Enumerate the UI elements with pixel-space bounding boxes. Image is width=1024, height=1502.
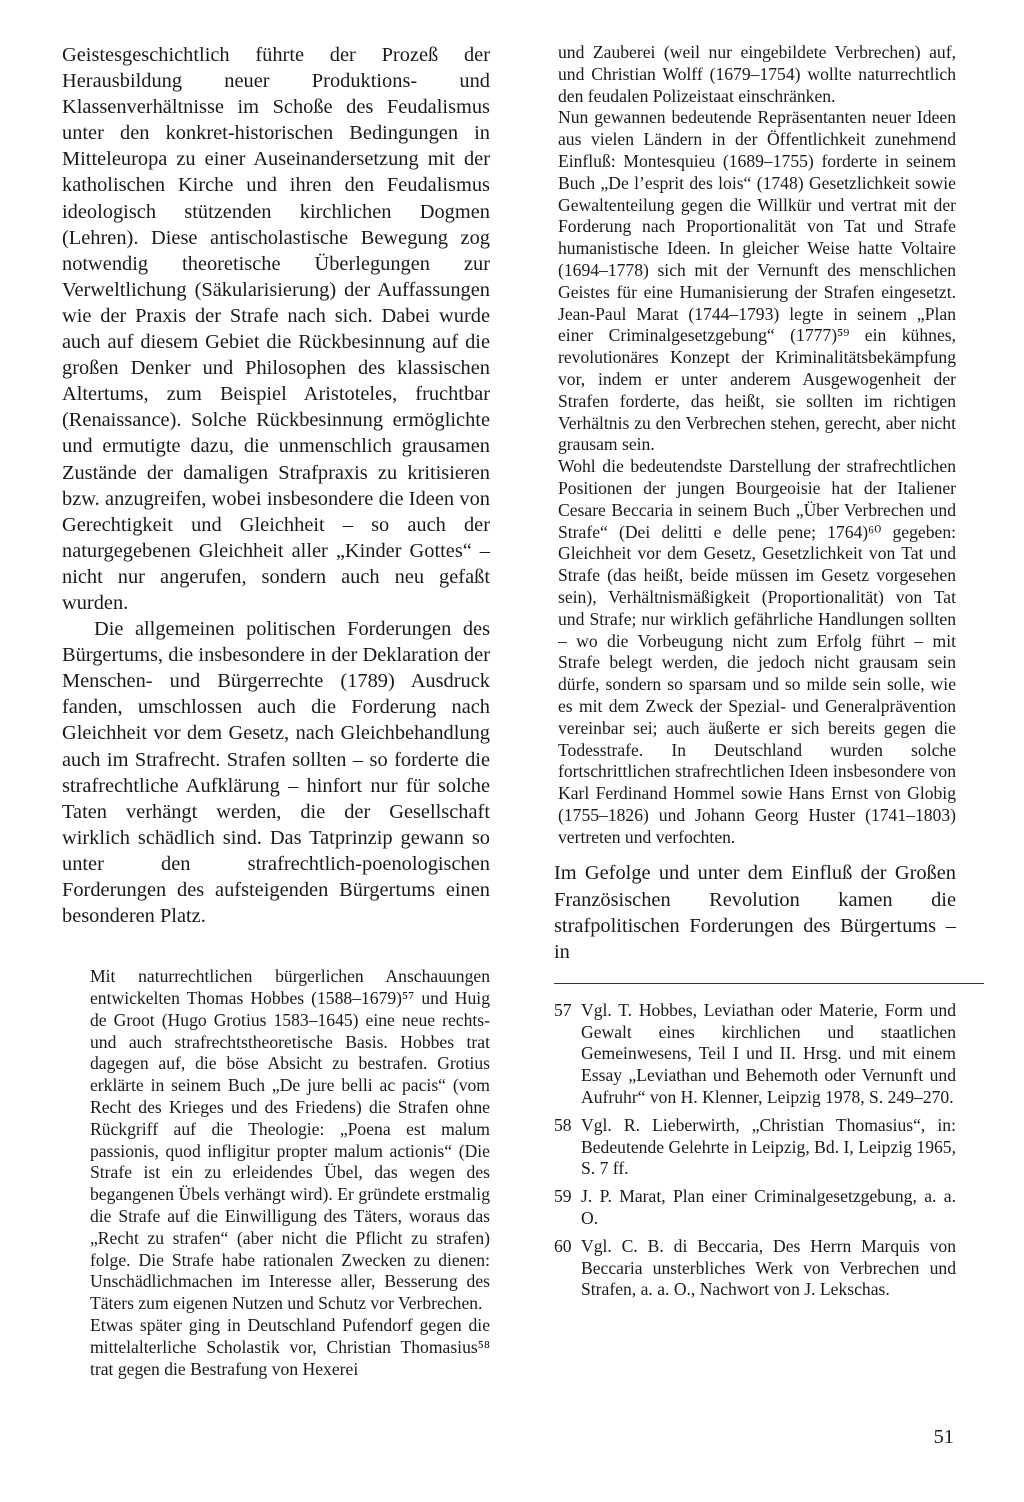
footnote-number: 60 xyxy=(554,1235,572,1256)
footnote-item xyxy=(554,1115,956,1180)
right-column xyxy=(554,42,956,1307)
footnote-item xyxy=(554,1186,956,1230)
footnote-text: Vgl. R. Lieberwirth, „Christian Thomasius“, in: Bedeutende Gelehrte in Leipzig, Bd. I, Leipzig 1965, S. 7 ff. xyxy=(581,1114,956,1179)
footnote-item xyxy=(554,1000,956,1109)
body-paragraph-2: Die allgemeinen politischen Forderungen des Bürgertums, die insbesondere in der Deklaration der Menschen- und Bürgerrechte (1789) Ausdruck fanden, umschlossen auch die Forderung nach Gleichheit vor dem Gesetz, nach Gleichbehandlung auch im Strafrecht. Strafen sollten – so forderte die strafrechtliche Aufklärung – hinfort nur für solche Taten verhängt werden, die der Gesellschaft wirklich schädlich sind. Das Tatprinzip gewann so unter den strafrechtlich-poenologischen Forderungen des aufsteigenden Bürgertums einen besonderen Platz. xyxy=(62,618,490,928)
page-number: 51 xyxy=(933,1426,954,1448)
footnotes-list xyxy=(554,1000,956,1301)
footnote-number: 59 xyxy=(554,1186,572,1207)
footnote-divider xyxy=(554,983,984,984)
footnote-number: 57 xyxy=(554,999,572,1020)
excursus-paragraph-5: Wohl die bedeutendste Darstellung der strafrechtlichen Positionen der jungen Bourgeoisie hat der Italiener Cesare Beccaria in seinem Buch „Über Verbrechen und Strafe“ (Dei delitti e delle pene; 1764)⁶⁰ gegeben: Gleichheit vor dem Gesetz, Gesetzlichkeit von Tat und Strafe (das heißt, beide müssen im Gesetz vorgesehen sein), Verhältnismäßigkeit (Proportionalität) von Tat und Strafe; nur wirklich gefährliche Handlungen sollten – wo die Vorbeugung nicht zum Erfolg führt – mit Strafe belegt werden, die jedoch nicht grausam sein dürfe, sondern so sparsam und so milde sein solle, wie es mit dem Zweck der Spezial- und Generalprävention vereinbar sei; auch äußerte er sich bereits gegen die Todesstrafe. In Deutschland wurden solche fortschrittlichen strafrechtlichen Ideen insbesondere von Karl Ferdinand Hommel sowie Hans Ernst von Globig (1755–1826) und Johann Georg Huster (1741–1803) vertreten und verfochten. xyxy=(558,456,956,847)
body-paragraph-3: Im Gefolge und unter dem Einfluß der Großen Französischen Revolution kamen die strafpolitischen Forderungen des Bürgertums – in xyxy=(554,862,956,963)
footnote-item xyxy=(554,1236,956,1301)
footnote-number: 58 xyxy=(554,1114,572,1135)
body-paragraph-1: Geistesgeschichtlich führte der Prozeß der Herausbildung neuer Produktions- und Klassenverhältnisse im Schoße des Feudalismus unter den konkret-historischen Bedingungen in Mitteleuropa zu einer Auseinandersetzung mit der katholischen Kirche und ihren den Feudalismus ideologisch stützenden kirchlichen Dogmen (Lehren). Diese antischolastische Bewegung zog notwendig theoretische Überlegungen zur Verweltlichung (Säkularisierung) der Auffassungen wie der Praxis der Strafe nach sich. Dabei wurde auch auf diesem Gebiet die Rückbesinnung auf die großen Denker und Philosophen des klassischen Altertums, zum Beispiel Aristoteles, fruchtbar (Renaissance). Solche Rückbesinnung ermöglichte und ermutigte dazu, die unmenschlich grausamen Zustände der damaligen Strafpraxis zu kritisieren bzw. anzugreifen, wobei insbesondere die Ideen von Gerechtigkeit und Gleichheit – so auch der naturgegebenen Gleichheit aller „Kinder Gottes“ – nicht nur angerufen, sondern auch neu gefaßt wurden. xyxy=(62,44,490,614)
left-column xyxy=(62,42,490,1380)
spacer xyxy=(554,848,956,860)
footnote-text: Vgl. T. Hobbes, Leviathan oder Materie, Form und Gewalt eines kirchlichen und staatlichen Gemeinwesens, Teil I und II. Hrsg. und mit einem Essay „Leviathan und Behemoth oder Vernunft und Aufruhr“ von H. Klenner, Leipzig 1978, S. 249–270. xyxy=(581,999,956,1108)
footnote-text: Vgl. C. B. di Beccaria, Des Herrn Marquis von Beccaria unsterbliches Werk von Verbrechen und Strafen, a. a. O., Nachwort von J. Lekschas. xyxy=(581,1235,956,1300)
footnote-text: J. P. Marat, Plan einer Criminalgesetzgebung, a. a. O. xyxy=(581,1186,956,1229)
spacer xyxy=(62,929,490,966)
excursus-paragraph-4: Nun gewannen bedeutende Repräsentanten neuer Ideen aus vielen Ländern in der Öffentlichkeit zunehmend Einfluß: Montesquieu (1689–1755) forderte in seinem Buch „De l’esprit des lois“ (1748) Gesetzlichkeit sowie Gewaltenteilung gegen die Willkür und vertrat mit der Forderung nach Proportionalität von Tat und Strafe humanistische Ideen. In gleicher Weise hatte Voltaire (1694–1778) sich mit der Vernunft des menschlichen Geistes für eine Humanisierung der Strafen eingesetzt. Jean-Paul Marat (1744–1793) legte in seinem „Plan einer Criminalgesetzgebung“ (1777)⁵⁹ ein kühnes, revolutionäres Konzept der Kriminalitätsbekämpfung vor, indem er unter anderem Ausgewogenheit der Strafen forderte, das heißt, sie sollten im richtigen Verhältnis zu den Verbrechen stehen, gerecht, aber nicht grausam sein. xyxy=(558,107,956,455)
excursus-paragraph-1: Mit naturrechtlichen bürgerlichen Anschauungen entwickelten Thomas Hobbes (1588–1679)⁵⁷ und Huig de Groot (Hugo Grotius 1583–1645) eine neue rechts- und auch strafrechtstheoretische Basis. Hobbes trat dagegen auf, die böse Absicht zu bestrafen. Grotius erklärte in seinem Buch „De jure belli ac pacis“ (vom Recht des Krieges und des Friedens) die Strafen ohne Rückgriff auf die Theologie: „Poena est malum passionis, quod infligitur propter malum actionis“ (Die Strafe ist ein zu erleidendes Übel, das wegen des begangenen Übels verhängt wird). Er gründete erstmalig die Strafe auf die Einwilligung des Täters, woraus das „Recht zu strafen“ (aber nicht die Pflicht zu strafen) folge. Die Strafe habe rationalen Zwecken zu dienen: Unschädlichmachen im Interesse aller, Besserung des Täters zum eigenen Nutzen und Schutz vor Verbrechen. xyxy=(90,966,490,1314)
excursus-paragraph-2: Etwas später ging in Deutschland Pufendorf gegen die mittelalterliche Scholastik vor, Christian Thomasius⁵⁸ trat gegen die Bestrafung von Hexerei xyxy=(90,1314,490,1379)
excursus-paragraph-3: und Zauberei (weil nur eingebildete Verbrechen) auf, und Christian Wolff (1679–1754) wollte naturrechtlich den feudalen Polizeistaat einschränken. xyxy=(558,42,956,106)
